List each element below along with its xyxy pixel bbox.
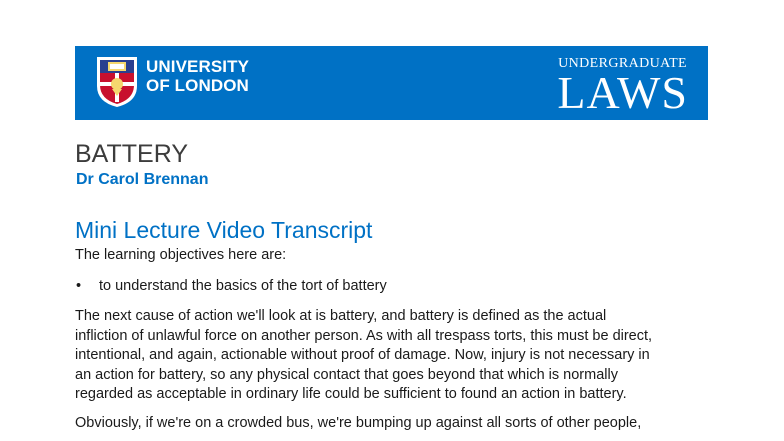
paragraph-line: regarded as acceptable in ordinary life could be sufficient to found an action in battery. (75, 386, 627, 402)
university-name-line1: UNIVERSITY (146, 57, 250, 76)
bullet-icon: • (76, 278, 82, 294)
program-label: UNDERGRADUATE (558, 56, 687, 71)
header-banner (75, 46, 708, 120)
paragraph-line: intentional, and again, actionable without proof of damage. Now, injury is not necessary in (75, 347, 650, 363)
paragraph-line: The next cause of action we'll look at is battery, and battery is defined as the actual (75, 308, 607, 324)
paragraph (75, 414, 715, 434)
document-title: BATTERY (75, 140, 188, 168)
paragraph (75, 307, 715, 405)
paragraph-line: Obviously, if we're on a crowded bus, we're bumping up against all sorts of other people, (75, 415, 642, 431)
university-name (146, 57, 249, 95)
author-name: Dr Carol Brennan (76, 171, 209, 188)
program-name: LAWS (557, 67, 688, 118)
paragraph-line: infliction of unlawful force on another person. As with all trespass torts, this must be direct, (75, 327, 653, 344)
intro-text: The learning objectives here are: (75, 247, 287, 263)
section-heading: Mini Lecture Video Transcript (75, 217, 373, 243)
objective-text: to understand the basics of the tort of battery (99, 278, 387, 294)
university-crest-icon (96, 56, 138, 108)
university-name-line2: OF LONDON (146, 76, 249, 95)
paragraph-line: an action for battery, so any physical contact that goes beyond that which is normally (75, 366, 618, 383)
list-item (75, 278, 387, 294)
objectives-list (75, 278, 387, 294)
